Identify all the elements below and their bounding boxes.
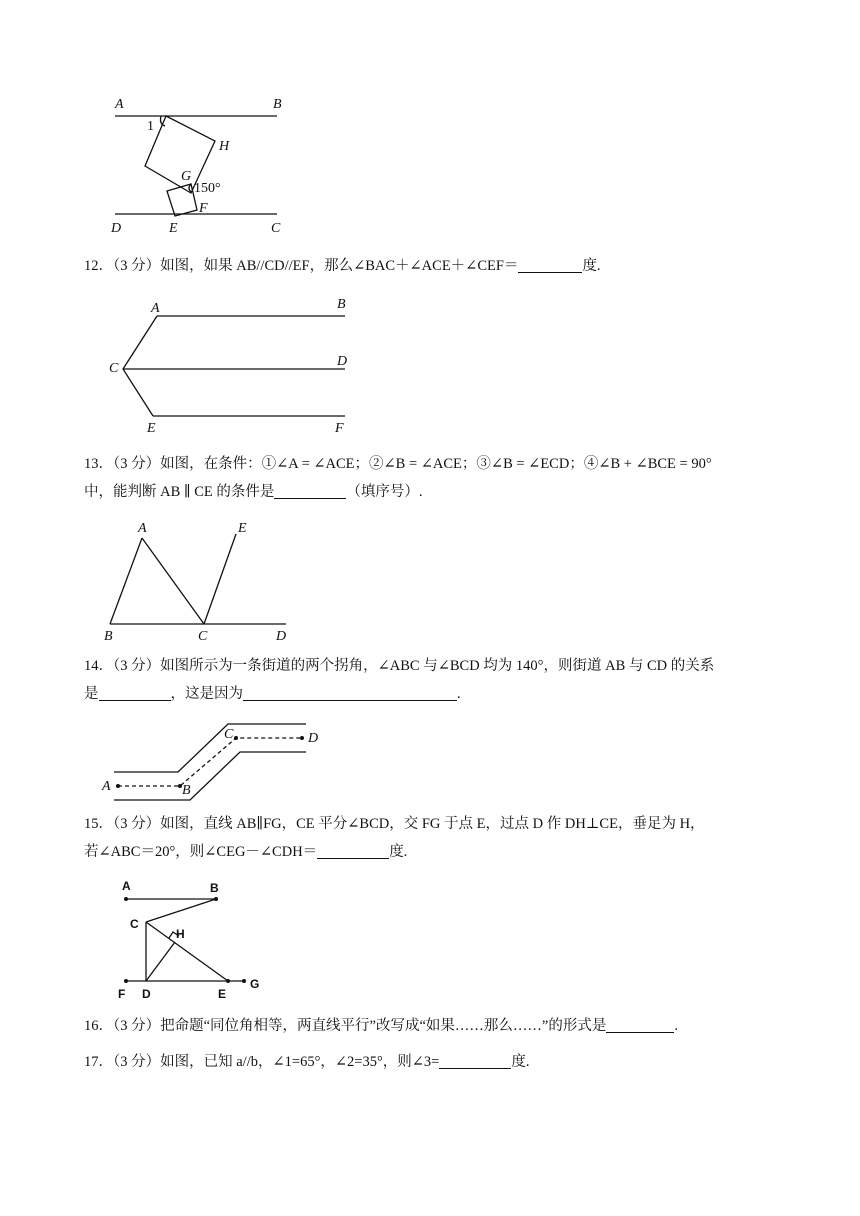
point-c — [234, 736, 238, 740]
figure-q14 — [98, 716, 338, 800]
question-13 — [84, 452, 784, 504]
label-b: B — [104, 629, 113, 644]
street-lower-edge — [114, 752, 306, 800]
label-c: C — [198, 629, 208, 644]
q15-line-2 — [84, 840, 784, 864]
q14-answer-blank-2[interactable] — [243, 684, 457, 701]
segment-ac — [142, 538, 204, 624]
question-16 — [84, 1014, 784, 1038]
point-a — [116, 784, 120, 788]
q14-suffix: . — [457, 686, 461, 702]
label-d: D — [111, 221, 122, 236]
question-14 — [84, 654, 784, 706]
label-c: C — [224, 727, 234, 742]
label-d: D — [337, 354, 348, 369]
label-a: A — [151, 301, 160, 316]
label-e: E — [147, 421, 156, 436]
label-f: F — [118, 987, 126, 1001]
question-15 — [84, 812, 784, 864]
q15-line-1: 15．（3 分）如图，直线 AB∥FG，CE 平分∠BCD，交 FG 于点 E，过点 D 作 DH⊥CE，垂足为 H， — [84, 816, 705, 832]
q14-line-2-text: 是 — [84, 686, 99, 702]
label-d: D — [308, 731, 319, 746]
question-17 — [84, 1050, 784, 1074]
q14-line-2 — [84, 682, 784, 706]
q17-suffix: 度. — [511, 1054, 530, 1070]
label-e: E — [169, 221, 178, 236]
point-e — [226, 979, 230, 983]
label-angle-1: 1 — [147, 119, 154, 134]
q17-text: 17．（3 分）如图，已知 a//b，∠1=65°，∠2=35°，则∠3= — [84, 1054, 440, 1070]
street-centerline — [118, 738, 302, 786]
angle-150-arc — [189, 184, 191, 192]
point-a — [124, 897, 128, 901]
label-c: C — [271, 221, 281, 236]
label-d: D — [142, 987, 151, 1001]
q13-line-2 — [84, 480, 784, 504]
label-b: B — [337, 297, 346, 312]
label-c: C — [109, 361, 119, 376]
segment-ce — [146, 922, 228, 981]
q16-suffix: . — [674, 1018, 678, 1034]
segment-dh — [146, 942, 175, 981]
q15-suffix: 度. — [389, 844, 408, 860]
point-g — [242, 979, 246, 983]
label-f: F — [199, 201, 208, 216]
label-e: E — [218, 987, 227, 1001]
figure-q15 — [112, 876, 272, 1004]
q12-answer-blank[interactable] — [518, 256, 582, 273]
label-b: B — [182, 783, 191, 798]
q16-answer-blank[interactable] — [606, 1016, 674, 1033]
q15-answer-blank[interactable] — [317, 842, 389, 859]
label-b: B — [210, 881, 219, 895]
label-g: G — [181, 169, 192, 184]
q13-suffix: （填序号）. — [346, 484, 423, 500]
point-f — [124, 979, 128, 983]
point-b — [214, 897, 218, 901]
q17-answer-blank[interactable] — [439, 1052, 511, 1069]
polyline-ace — [123, 316, 157, 416]
figure-q11 — [95, 92, 295, 240]
label-d: D — [276, 629, 287, 644]
point-d — [300, 736, 304, 740]
label-h: H — [219, 139, 230, 154]
question-12 — [84, 254, 784, 278]
label-h: H — [176, 927, 185, 941]
figure-q13 — [100, 516, 300, 646]
q12-text: 12．（3 分）如图，如果 AB//CD//EF，那么∠BAC＋∠ACE＋∠CEF＝ — [84, 258, 519, 274]
q12-suffix: 度. — [582, 258, 601, 274]
q13-line-2-text: 中，能判断 AB ∥ CE 的条件是 — [84, 484, 275, 500]
label-a: A — [122, 879, 131, 893]
q16-text: 16．（3 分）把命题“同位角相等，两直线平行”改写成“如果……那么……”的形式是 — [84, 1018, 607, 1034]
label-a: A — [102, 779, 111, 794]
ray-ce — [204, 534, 236, 624]
label-b: B — [273, 97, 282, 112]
segment-ab — [110, 538, 142, 624]
q14-answer-blank-1[interactable] — [99, 684, 171, 701]
segment-bc — [146, 899, 216, 922]
street-upper-edge — [114, 724, 306, 772]
label-f: F — [335, 421, 344, 436]
label-angle-150: 150° — [194, 181, 221, 196]
q14-line-1: 14．（3 分）如图所示为一条街道的两个拐角，∠ABC 与∠BCD 均为 140°，则街道 AB 与 CD 的关系 — [84, 658, 715, 674]
figure-q12 — [105, 294, 355, 442]
q13-answer-blank[interactable] — [274, 482, 346, 499]
label-a: A — [138, 521, 147, 536]
small-square — [167, 184, 197, 216]
label-c: C — [130, 917, 139, 931]
q14-line-2-middle: ，这是因为 — [170, 686, 243, 702]
q15-line-2-text: 若∠ABC＝20°，则∠CEG－∠CDH＝ — [84, 844, 318, 860]
q13-line-1: 13．（3 分）如图，在条件：①∠A = ∠ACE；②∠B = ∠ACE；③∠B = ∠ECD；④∠B + ∠BCE = 90° — [84, 456, 712, 472]
label-e: E — [238, 521, 247, 536]
label-g: G — [250, 977, 260, 991]
label-a: A — [115, 97, 124, 112]
